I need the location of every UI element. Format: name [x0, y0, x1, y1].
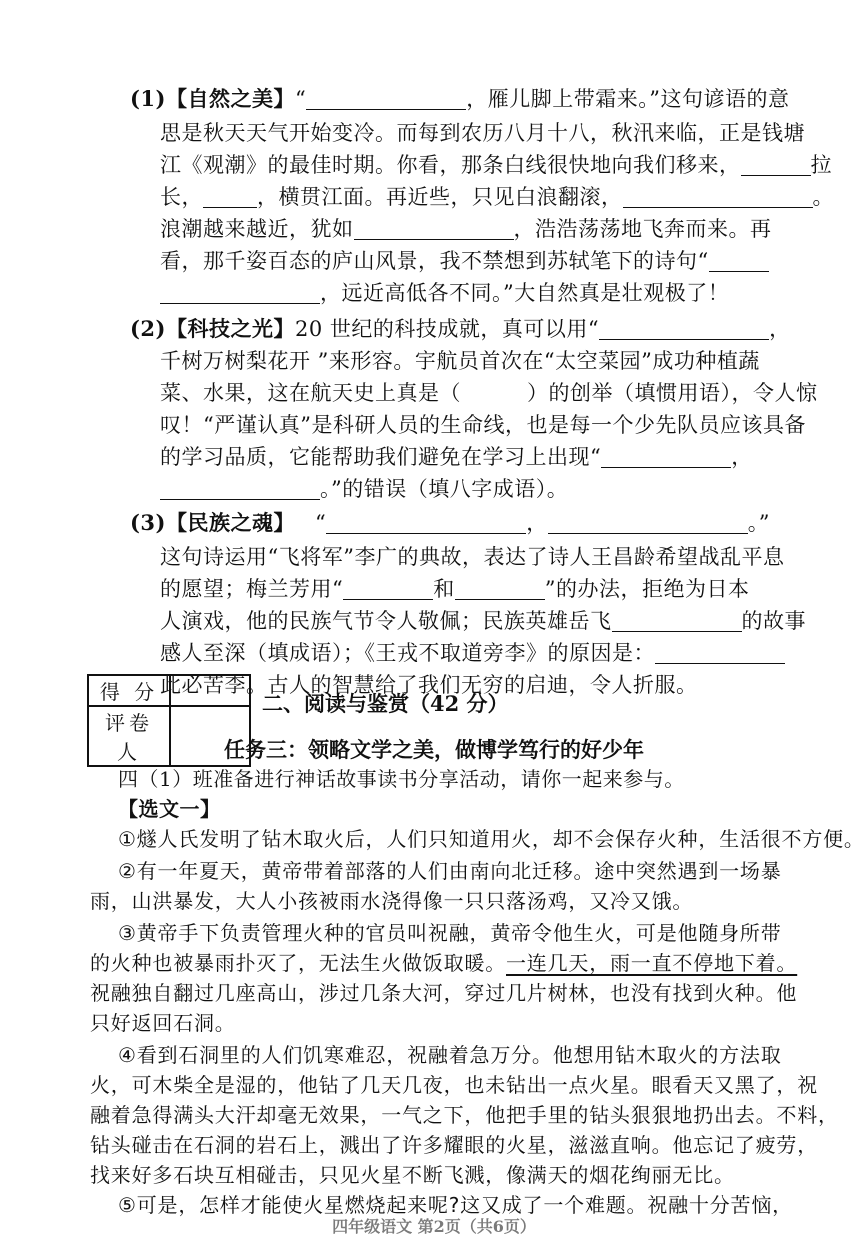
answer-blank[interactable] — [203, 185, 257, 208]
passage-paragraph-1: ①燧人氏发明了钻木取火后，人们只知道用火，却不会保存火种，生活很不方便。 — [118, 827, 865, 851]
section-title: 二、阅读与鉴赏（42 分） — [262, 691, 509, 716]
answer-blank[interactable] — [623, 185, 813, 208]
q1-label: (1)【自然之美】 — [130, 86, 295, 111]
answer-blank[interactable] — [741, 153, 811, 176]
q3-label: (3)【民族之魂】 — [130, 510, 295, 535]
passage-paragraph-3-line-3: 祝融独自翻过几座高山，涉过几条大河，穿过几片树林，也没有找到火种。他 — [90, 981, 798, 1005]
passage-paragraph-4-line-5: 找来好多石块互相碰击，只见火星不断飞溅，像满天的烟花绚丽无比。 — [90, 1163, 735, 1187]
passage-paragraph-3-line-4: 只好返回石洞。 — [90, 1011, 236, 1035]
grader-label: 评卷人 — [88, 706, 170, 766]
answer-blank[interactable] — [655, 641, 785, 664]
answer-blank[interactable] — [601, 445, 731, 468]
q2-line-6: 。”的错误（填八字成语）。 — [160, 474, 568, 504]
q1-line-2: 思是秋天天气开始变冷。而每到农历八月十八，秋汛来临，正是钱塘 — [160, 121, 805, 145]
q3-line-4: 人演戏，他的民族气节令人敬佩；民族英雄岳飞 的故事 — [160, 609, 806, 633]
answer-blank[interactable] — [326, 511, 526, 534]
q1-line-3: 江《观潮》的最佳时期。你看，那条白线很快地向我们移来， 拉 — [160, 153, 832, 177]
q3-line-5: 感人至深（填成语）；《王戎不取道旁李》的原因是： — [160, 638, 785, 668]
answer-blank[interactable] — [354, 217, 514, 240]
q2-line-2: 千树万树梨花开 ”来形容。宇航员首次在“太空菜园”成功种植蔬 — [160, 349, 760, 373]
q2-line-3: 菜、水果，这在航天史上真是（ ）的创举（填惯用语），令人惊 — [160, 381, 818, 405]
answer-blank[interactable] — [455, 577, 545, 600]
q3-line-2: 这句诗运用“飞将军”李广的典故，表达了诗人王昌龄希望战乱平息 — [160, 545, 785, 569]
passage-paragraph-3-line-2: 的火种也被暴雨扑灭了，无法生火做饭取暖。一连几天，雨一直不停地下着。 — [90, 951, 798, 975]
task-title: 任务三：领略文学之美，做博学笃行的好少年 — [224, 737, 644, 762]
score-field[interactable] — [170, 675, 250, 706]
score-label: 得 分 — [88, 675, 170, 706]
q1-line-5: 浪潮越来越近，犹如 ，浩浩荡荡地飞奔而来。再 — [160, 217, 772, 241]
q2-line-5: 的学习品质，它能帮助我们避免在学习上出现“ ， — [160, 445, 753, 469]
passage-label: 【选文一】 — [118, 797, 221, 821]
page-footer: 四年级语文 第2页（共6页） — [332, 1217, 536, 1236]
answer-blank[interactable] — [306, 87, 466, 110]
passage-paragraph-4-line-2: 火，可木柴全是湿的，他钻了几天几夜，也未钻出一点火星。眼看天又黑了，祝 — [90, 1073, 818, 1097]
answer-blank[interactable] — [709, 249, 769, 272]
passage-paragraph-4-line-1: ④看到石洞里的人们饥寒难忍，祝融着急万分。他想用钻木取火的方法取 — [118, 1043, 782, 1067]
answer-blank[interactable] — [548, 511, 748, 534]
intro-text: 四（1）班准备进行神话故事读书分享活动，请你一起来参与。 — [118, 767, 685, 791]
answer-blank[interactable] — [343, 577, 433, 600]
passage-paragraph-4-line-3: 融着急得满头大汗却毫无效果，一气之下，他把手里的钻头狠狠地扔出去。不料， — [90, 1103, 839, 1127]
q1-line-1: (1)【自然之美】“ ，雁儿脚上带霜来。”这句谚语的意 — [130, 86, 790, 111]
answer-blank[interactable] — [612, 609, 742, 632]
underlined-sentence: 一连几天，雨一直不停地下着。 — [506, 951, 798, 975]
q3-line-1: (3)【民族之魂】 “ ， 。” — [130, 510, 770, 535]
q2-line-4: 叹！“严谨认真”是科研人员的生命线，也是每一个少先队员应该具备 — [160, 413, 806, 437]
q1-line-4: 长， ，横贯江面。再近些，只见白浪翻滚， 。 — [160, 185, 834, 209]
q2-label: (2)【科技之光】 — [130, 316, 295, 341]
answer-blank[interactable] — [160, 477, 320, 500]
answer-blank[interactable] — [599, 317, 769, 340]
passage-paragraph-2-line-1: ②有一年夏天，黄帝带着部落的人们由南向北迁移。途中突然遇到一场暴 — [118, 859, 782, 883]
passage-paragraph-5-line-1: ⑤可是，怎样才能使火星燃烧起来呢?这又成了一个难题。祝融十分苦恼， — [118, 1193, 793, 1217]
passage-paragraph-2-line-2: 雨，山洪暴发，大人小孩被雨水浇得像一只只落汤鸡，又冷又饿。 — [90, 889, 694, 913]
answer-blank[interactable] — [160, 281, 320, 304]
q3-line-3: 的愿望；梅兰芳用“ 和 ”的办法，拒绝为日本 — [160, 577, 750, 601]
q1-line-7: ，远近高低各不同。”大自然真是壮观极了！ — [160, 278, 729, 308]
passage-paragraph-3-line-1: ③黄帝手下负责管理火种的官员叫祝融，黄帝令他生火，可是他随身所带 — [118, 921, 782, 945]
q1-line-6: 看，那千姿百态的庐山风景，我不禁想到苏轼笔下的诗句“ — [160, 246, 769, 276]
passage-paragraph-4-line-4: 钻头碰击在石洞的岩石上，溅出了许多耀眼的火星，滋滋直响。他忘记了疲劳， — [90, 1133, 818, 1157]
q2-line-1: (2)【科技之光】20 世纪的科技成就，真可以用“ ， — [130, 316, 791, 341]
q3-line-6: 此必苦李。古人的智慧给了我们无穷的启迪，令人折服。 — [160, 673, 698, 697]
